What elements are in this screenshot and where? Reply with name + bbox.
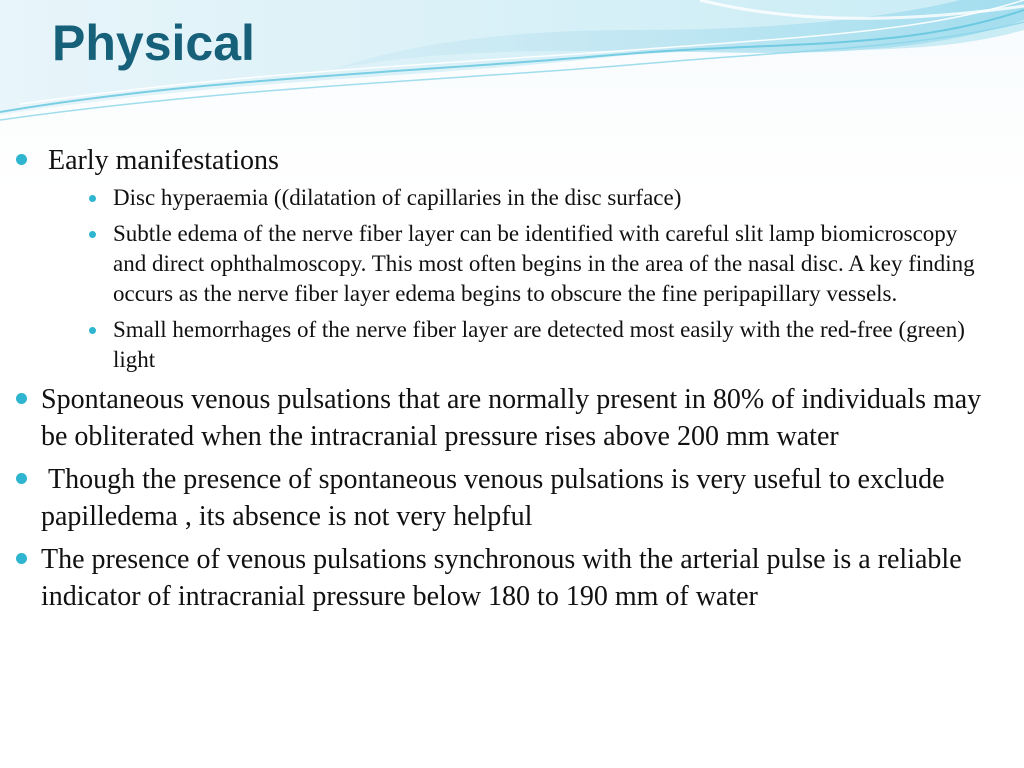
sub-bullet-dot-icon <box>89 231 96 238</box>
sub-bullet-dot-icon <box>89 195 96 202</box>
bullet-item <box>0 461 996 535</box>
bullet-item <box>0 541 996 615</box>
sub-bullet-text: Disc hyperaemia ((dilatation of capillaries in the disc surface) <box>113 185 682 210</box>
bullet-dot-icon <box>16 154 27 165</box>
bullet-item <box>0 142 996 375</box>
bullet-dot-icon <box>16 393 27 404</box>
bullet-dot-icon <box>16 473 27 484</box>
sub-bullet-text: Subtle edema of the nerve fiber layer can be identified with careful slit lamp biomicroscopy and direct ophthalmoscopy. This most often begins in the area of the nasal disc. A key finding occurs as the nerve fiber layer edema begins to obscure the fine peripapillary vessels. <box>113 221 975 306</box>
slide-title: Physical <box>52 15 255 71</box>
sub-bullet-item <box>0 315 993 375</box>
bullet-dot-icon <box>16 553 27 564</box>
sub-bullet-dot-icon <box>89 327 96 334</box>
bullet-text: Though the presence of spontaneous venous pulsations is very useful to exclude papilledema , its absence is not very helpful <box>41 464 952 532</box>
bullet-item <box>0 381 996 455</box>
sub-bullet-item <box>0 183 993 213</box>
bullet-text: Spontaneous venous pulsations that are normally present in 80% of individuals may be obliterated when the intracranial pressure rises above 200 mm water <box>41 384 982 452</box>
sub-bullet-list <box>0 183 996 375</box>
bullet-text: Early manifestations <box>41 145 279 176</box>
sub-bullet-item <box>0 219 993 309</box>
bullet-text: The presence of venous pulsations synchronous with the arterial pulse is a reliable indicator of intracranial pressure below 180 to 190 mm of water <box>41 544 962 612</box>
sub-bullet-text: Small hemorrhages of the nerve fiber layer are detected most easily with the red-free (green) light <box>113 317 965 372</box>
bullet-list <box>0 142 1024 615</box>
slide-body <box>0 142 1024 621</box>
